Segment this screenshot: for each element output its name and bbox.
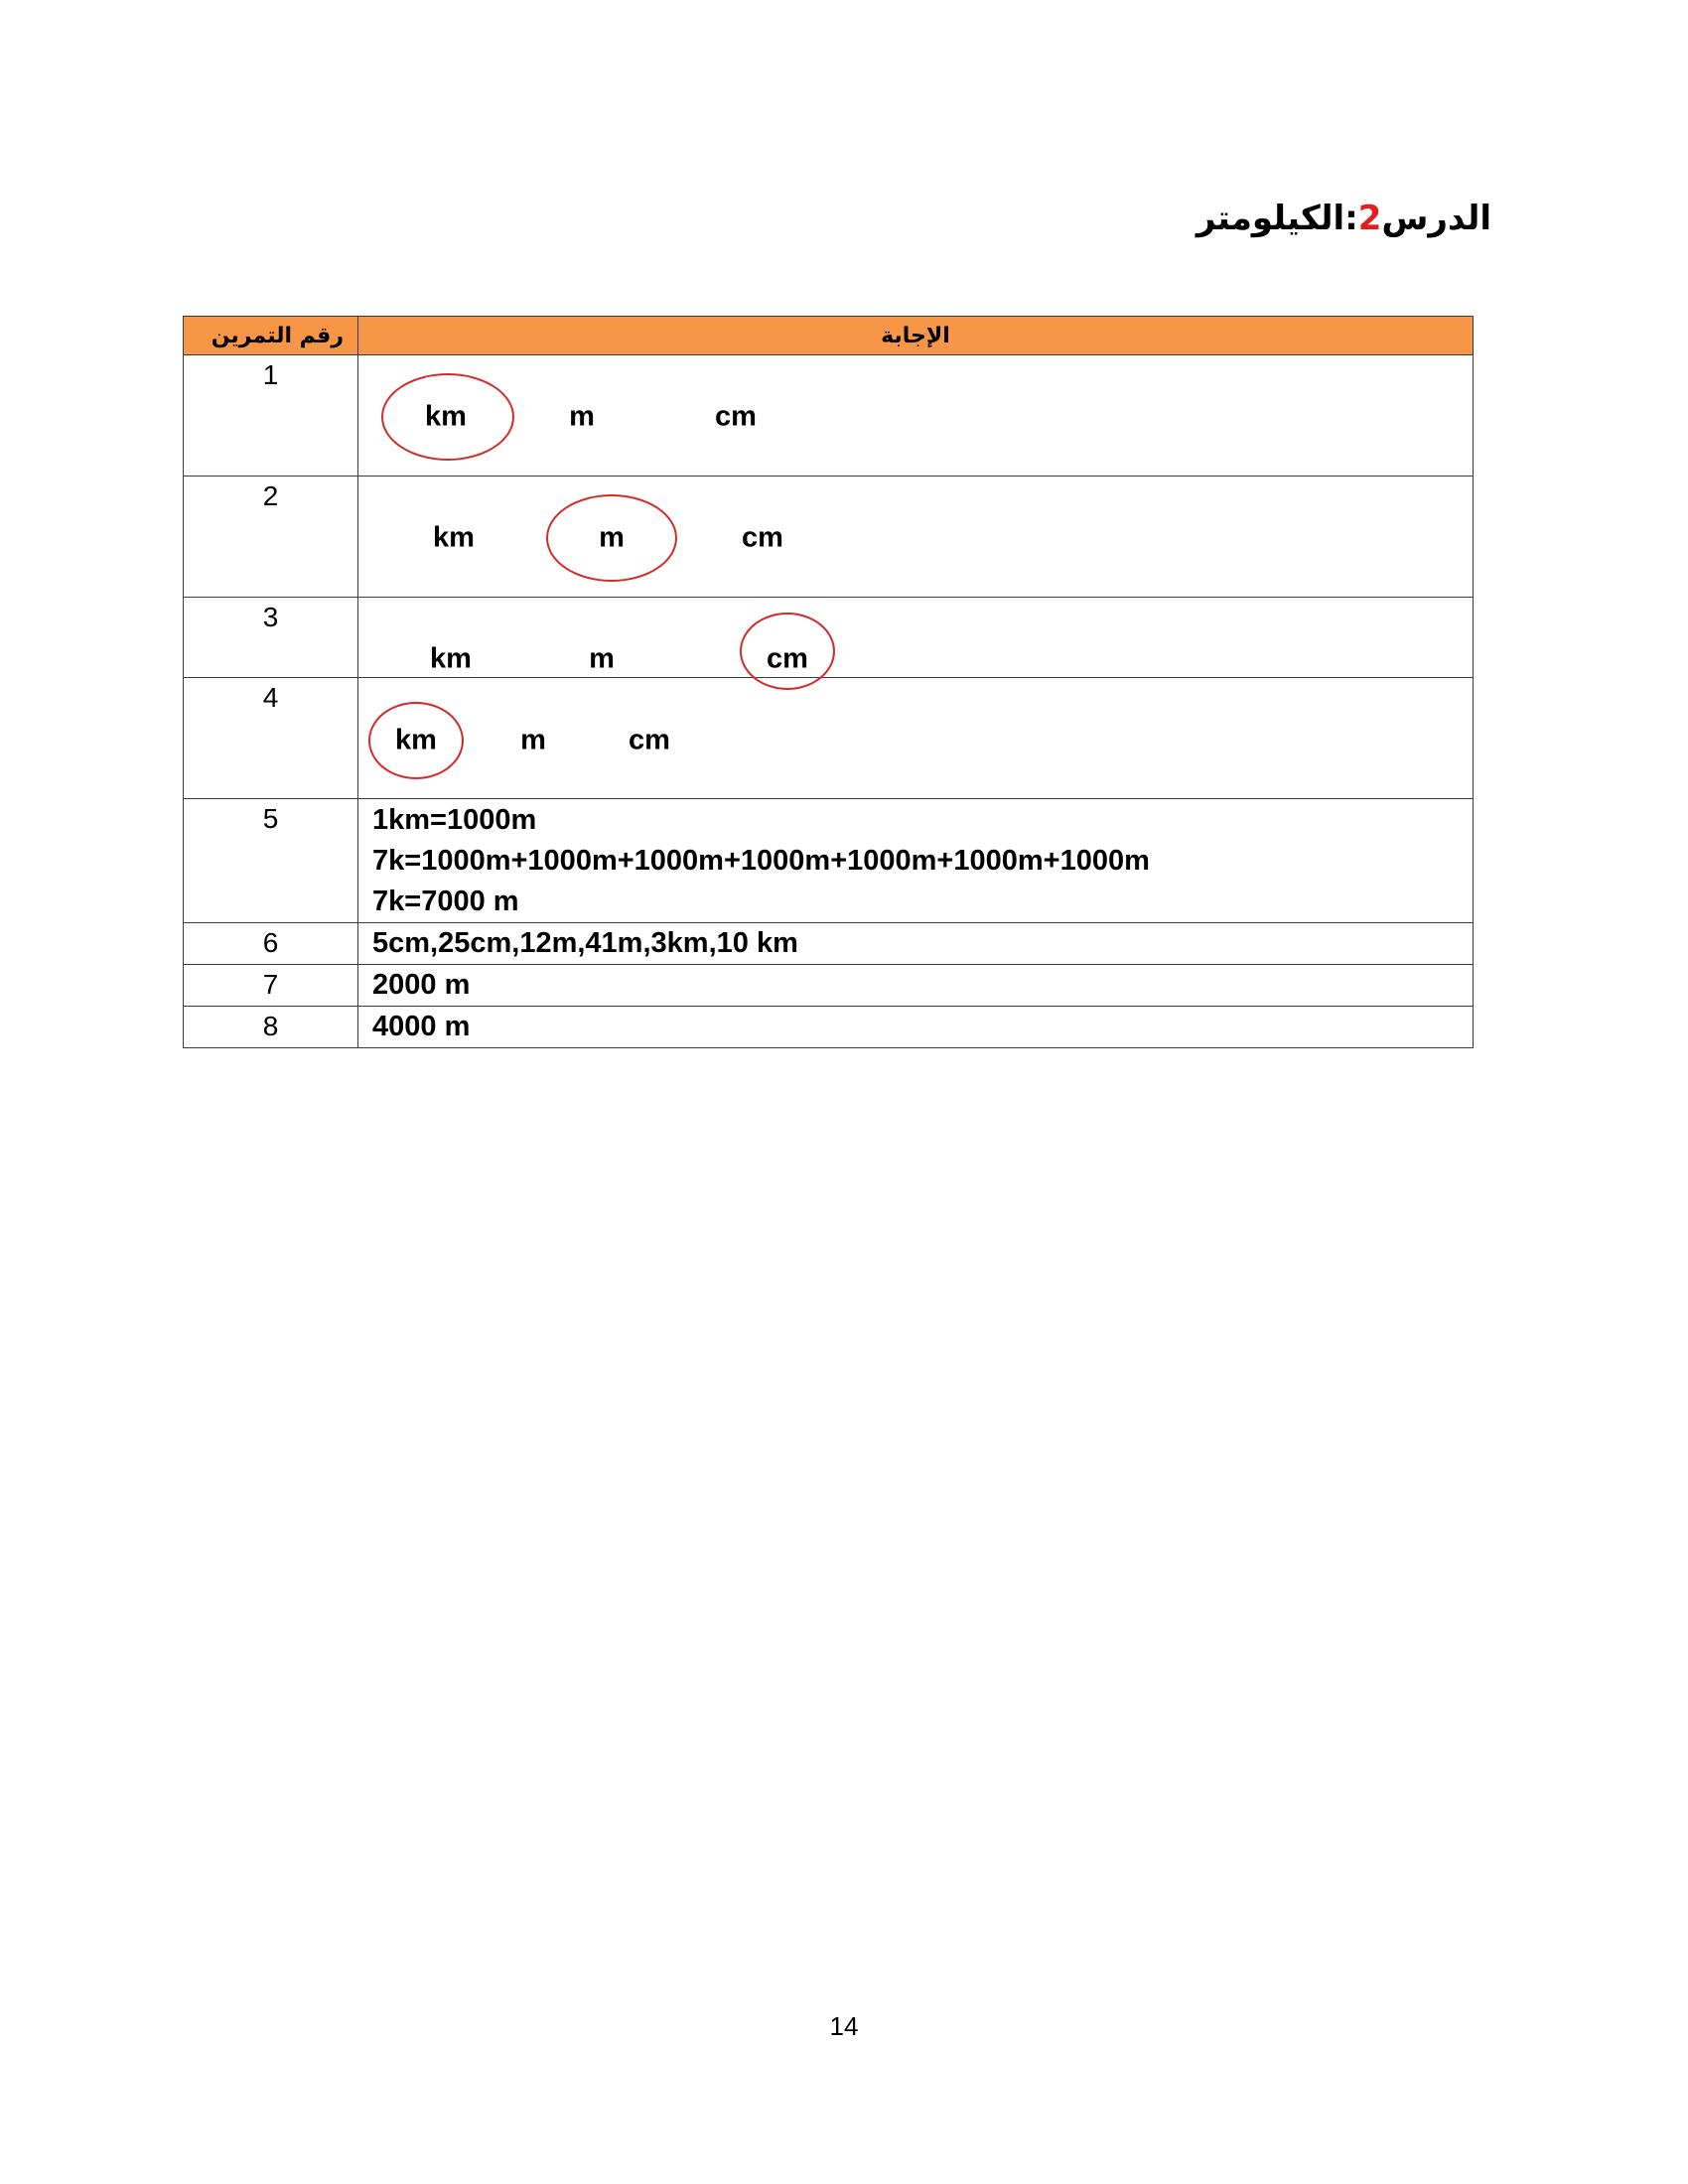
answer-cell [358, 799, 1474, 923]
answer-cell [358, 678, 1474, 799]
unit-choices [358, 477, 1473, 597]
unit-cm: cm [767, 642, 808, 675]
unit-choices [358, 355, 1473, 476]
unit-choices [358, 598, 1473, 677]
answer-line: 4000 m [372, 1011, 471, 1042]
unit-m: m [520, 724, 546, 756]
answer-line: 7k=7000 m [372, 886, 519, 917]
lesson-title-prefix: الدرس [1381, 199, 1491, 238]
answer-cell [358, 355, 1474, 477]
answer-cell [358, 923, 1474, 965]
header-answer: الإجابة [358, 317, 1474, 355]
exercise-number: 1 [184, 355, 358, 477]
lesson-number: 2 [1357, 199, 1382, 238]
table-row [184, 1007, 1474, 1048]
answer-line: 7k=1000m+1000m+1000m+1000m+1000m+1000m+1000m [372, 845, 1150, 877]
unit-km: km [395, 724, 437, 756]
exercise-number: 3 [184, 598, 358, 678]
table-row [184, 799, 1474, 923]
answers-table [183, 316, 1474, 1048]
table-row [184, 355, 1474, 477]
table-header-row [184, 317, 1474, 355]
lesson-title-suffix: :الكيلومتر [1196, 199, 1358, 238]
unit-m: m [569, 400, 595, 433]
answer-line: 1km=1000m [372, 804, 537, 836]
answer-cell [358, 477, 1474, 598]
header-exercise-number: رقم التمرين [184, 317, 358, 355]
exercise-number: 5 [184, 799, 358, 923]
lesson-title [1196, 199, 1491, 238]
answer-cell [358, 1007, 1474, 1048]
table-row [184, 923, 1474, 965]
answer-cell [358, 598, 1474, 678]
page-number: 14 [829, 2011, 859, 2041]
unit-km: km [430, 642, 472, 675]
table-row [184, 477, 1474, 598]
answer-line: 2000 m [372, 969, 471, 1001]
exercise-number: 6 [184, 923, 358, 965]
table-row [184, 598, 1474, 678]
unit-choices [358, 678, 1473, 798]
exercise-number: 7 [184, 965, 358, 1007]
table-row [184, 678, 1474, 799]
unit-m: m [599, 521, 625, 554]
table-row [184, 965, 1474, 1007]
answer-cell [358, 965, 1474, 1007]
unit-km: km [433, 521, 475, 554]
unit-m: m [589, 642, 615, 675]
exercise-number: 2 [184, 477, 358, 598]
unit-cm: cm [629, 724, 670, 756]
exercise-number: 8 [184, 1007, 358, 1048]
unit-km: km [425, 400, 467, 433]
unit-cm: cm [742, 521, 783, 554]
answer-line: 5cm,25cm,12m,41m,3km,10 km [372, 927, 798, 959]
exercise-number: 4 [184, 678, 358, 799]
unit-cm: cm [715, 400, 757, 433]
